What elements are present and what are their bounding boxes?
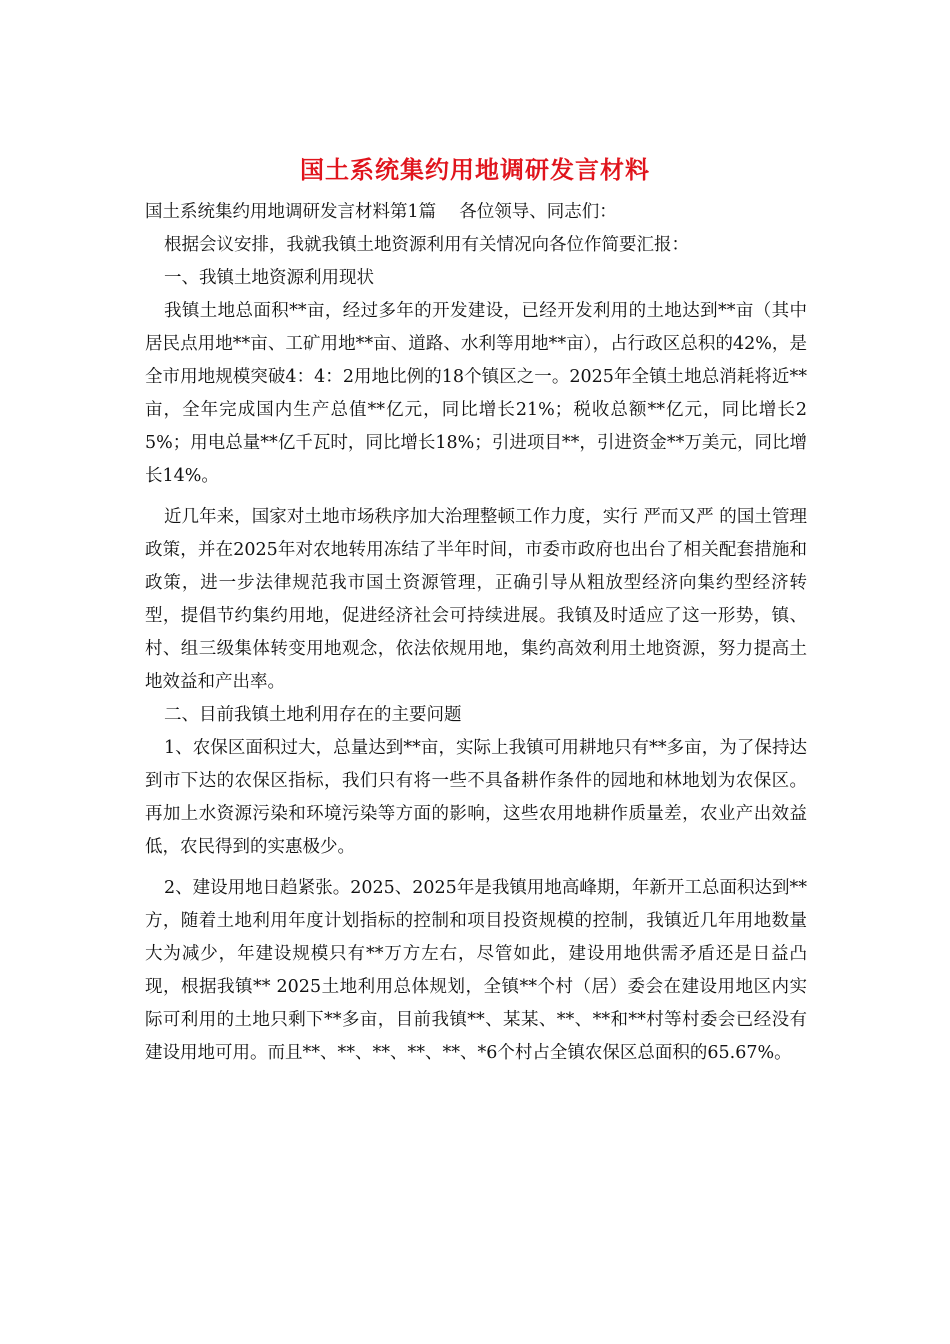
paragraph-policy: 近几年来，国家对土地市场秩序加大治理整顿工作力度，实行 严而又严 的国土管理政策，并在2025年对农地转用冻结了半年时间，市委市政府也出台了相关配套措施和政策，进一步法律规范我市国土资源管理，正确引导从粗放型经济向集约型经济转型，提倡节约集约用地，促进经济社会可持续进展。我镇及时适应了这一形势，镇、村、组三级集体转变用地观念，依法依规用地，集约高效利用土地资源，努力提高土地效益和产出率。	[145, 507, 807, 692]
document-title: 国土系统集约用地调研发言材料	[300, 155, 650, 184]
paragraph-opening: 根据会议安排，我就我镇土地资源利用有关情况向各位作简要汇报：	[164, 235, 689, 255]
paragraph-issue-1: 1、农保区面积过大，总量达到**亩，实际上我镇可用耕地只有**多亩，为了保持达到市下达的农保区指标，我们只有将一些不具备耕作条件的园地和林地划为农保区。再加上水资源污染和环境污染等方面的影响，这些农用地耕作质量差，农业产出效益低，农民得到的实惠极少。	[145, 738, 807, 857]
section-heading-2: 二、目前我镇土地利用存在的主要问题	[164, 705, 462, 725]
document-body	[145, 196, 807, 1070]
paragraph-land-status: 我镇土地总面积**亩，经过多年的开发建设，已经开发利用的土地达到**亩（其中居民点用地**亩、工矿用地**亩、道路、水利等用地**亩），占行政区总积的42%，是全市用地规模突破4：4：2用地比例的18个镇区之一。2025年全镇土地总消耗将近**亩，全年完成国内生产总值**亿元，同比增长21%；税收总额**亿元，同比增长25%；用电总量**亿千瓦时，同比增长18%；引进项目**，引进资金**万美元，同比增长14%。	[145, 301, 807, 486]
paragraph-intro: 国土系统集约用地调研发言材料第1篇 各位领导、同志们：	[145, 202, 617, 222]
section-heading-1: 一、我镇土地资源利用现状	[164, 268, 374, 288]
paragraph-issue-2: 2、建设用地日趋紧张。2025、2025年是我镇用地高峰期，年新开工总面积达到**方，随着土地利用年度计划指标的控制和项目投资规模的控制，我镇近几年用地数量大为减少，年建设规模只有**万方左右，尽管如此，建设用地供需矛盾还是日益凸现，根据我镇** 2025土地利用总体规划，全镇**个村（居）委会在建设用地区内实际可利用的土地只剩下**多亩，目前我镇**、某某、**、**和**村等村委会已经没有建设用地可用。而且**、**、**、**、**、*6个村占全镇农保区总面积的65.67%。	[145, 878, 807, 1063]
